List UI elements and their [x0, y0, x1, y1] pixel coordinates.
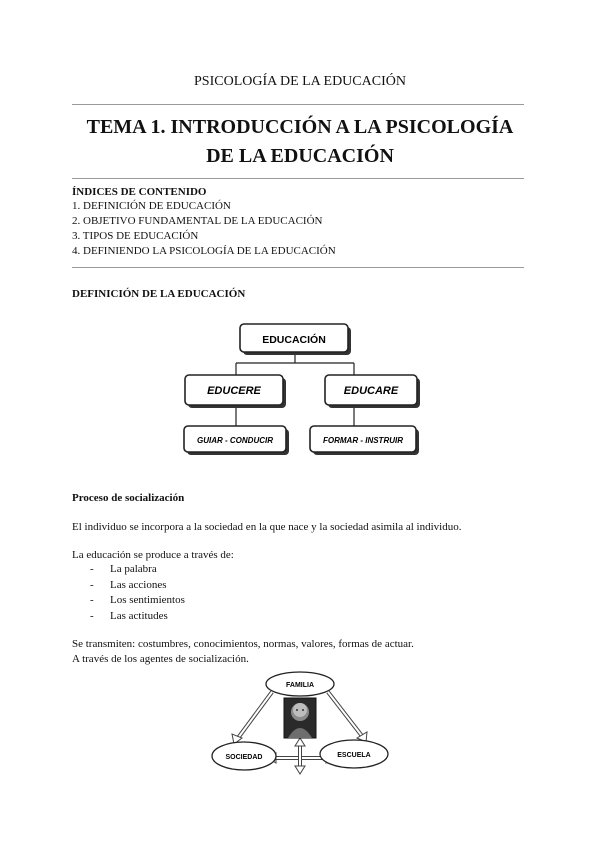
paragraph: Se transmiten: costumbres, conocimientos, normas, valores, formas de actuar. — [72, 638, 414, 650]
index-item: 1. DEFINICIÓN DE EDUCACIÓN — [72, 200, 231, 212]
educere-label: EDUCERE — [207, 385, 261, 397]
index-title: ÍNDICES DE CONTENIDO — [72, 186, 207, 198]
page-title-line-1: TEMA 1. INTRODUCCIÓN A LA PSICOLOGÍA — [86, 116, 514, 138]
arrow — [238, 692, 272, 738]
page-title — [60, 113, 540, 171]
arrowhead — [295, 738, 305, 746]
paragraph: A través de los agentes de socialización. — [72, 653, 249, 665]
index-item: 2. OBJETIVO FUNDAMENTAL DE LA EDUCACIÓN — [72, 215, 323, 227]
educare-label: EDUCARE — [343, 385, 399, 397]
paragraph: El individuo se incorpora a la sociedad en la que nace y la sociedad asimila al individuo. — [72, 521, 462, 533]
section-title-definicion: DEFINICIÓN DE LA EDUCACIÓN — [72, 288, 246, 300]
agents-diagram — [210, 670, 400, 778]
familia-label: FAMILIA — [286, 682, 314, 689]
divider — [72, 178, 524, 179]
index-item: 4. DEFINIENDO LA PSICOLOGÍA DE LA EDUCACIÓN — [72, 245, 336, 257]
root-label: EDUCACIÓN — [262, 334, 326, 346]
index-item: 3. TIPOS DE EDUCACIÓN — [72, 230, 199, 242]
list-item-text: Los sentimientos — [110, 594, 185, 606]
list-item: - Las acciones — [90, 578, 167, 591]
sociedad-label: SOCIEDAD — [225, 754, 263, 761]
list-item: - Los sentimientos — [90, 594, 185, 606]
formar-label: FORMAR - INSTRUIR — [323, 436, 403, 445]
page-title-line-2: DE LA EDUCACIÓN — [206, 145, 394, 167]
paragraph: La educación se produce a través de: — [72, 549, 234, 561]
section-title-socializacion: Proceso de socialización — [72, 492, 185, 504]
index-list — [72, 199, 336, 259]
divider — [72, 267, 524, 268]
list-item-text: Las actitudes — [110, 609, 168, 622]
escuela-label: ESCUELA — [337, 752, 371, 759]
bullet-list — [90, 562, 185, 624]
guiar-label: GUIAR - CONDUCIR — [197, 436, 273, 445]
list-item-text: Las acciones — [110, 578, 167, 591]
arrow — [328, 692, 362, 736]
list-item-text: La palabra — [110, 563, 157, 575]
child-photo — [284, 698, 316, 738]
subject-title: PSICOLOGÍA DE LA EDUCACIÓN — [194, 74, 406, 89]
education-diagram — [150, 318, 450, 468]
arrowhead — [295, 766, 305, 774]
list-item: - La palabra — [90, 563, 157, 575]
divider — [72, 104, 524, 105]
list-item: - Las actitudes — [90, 609, 168, 622]
